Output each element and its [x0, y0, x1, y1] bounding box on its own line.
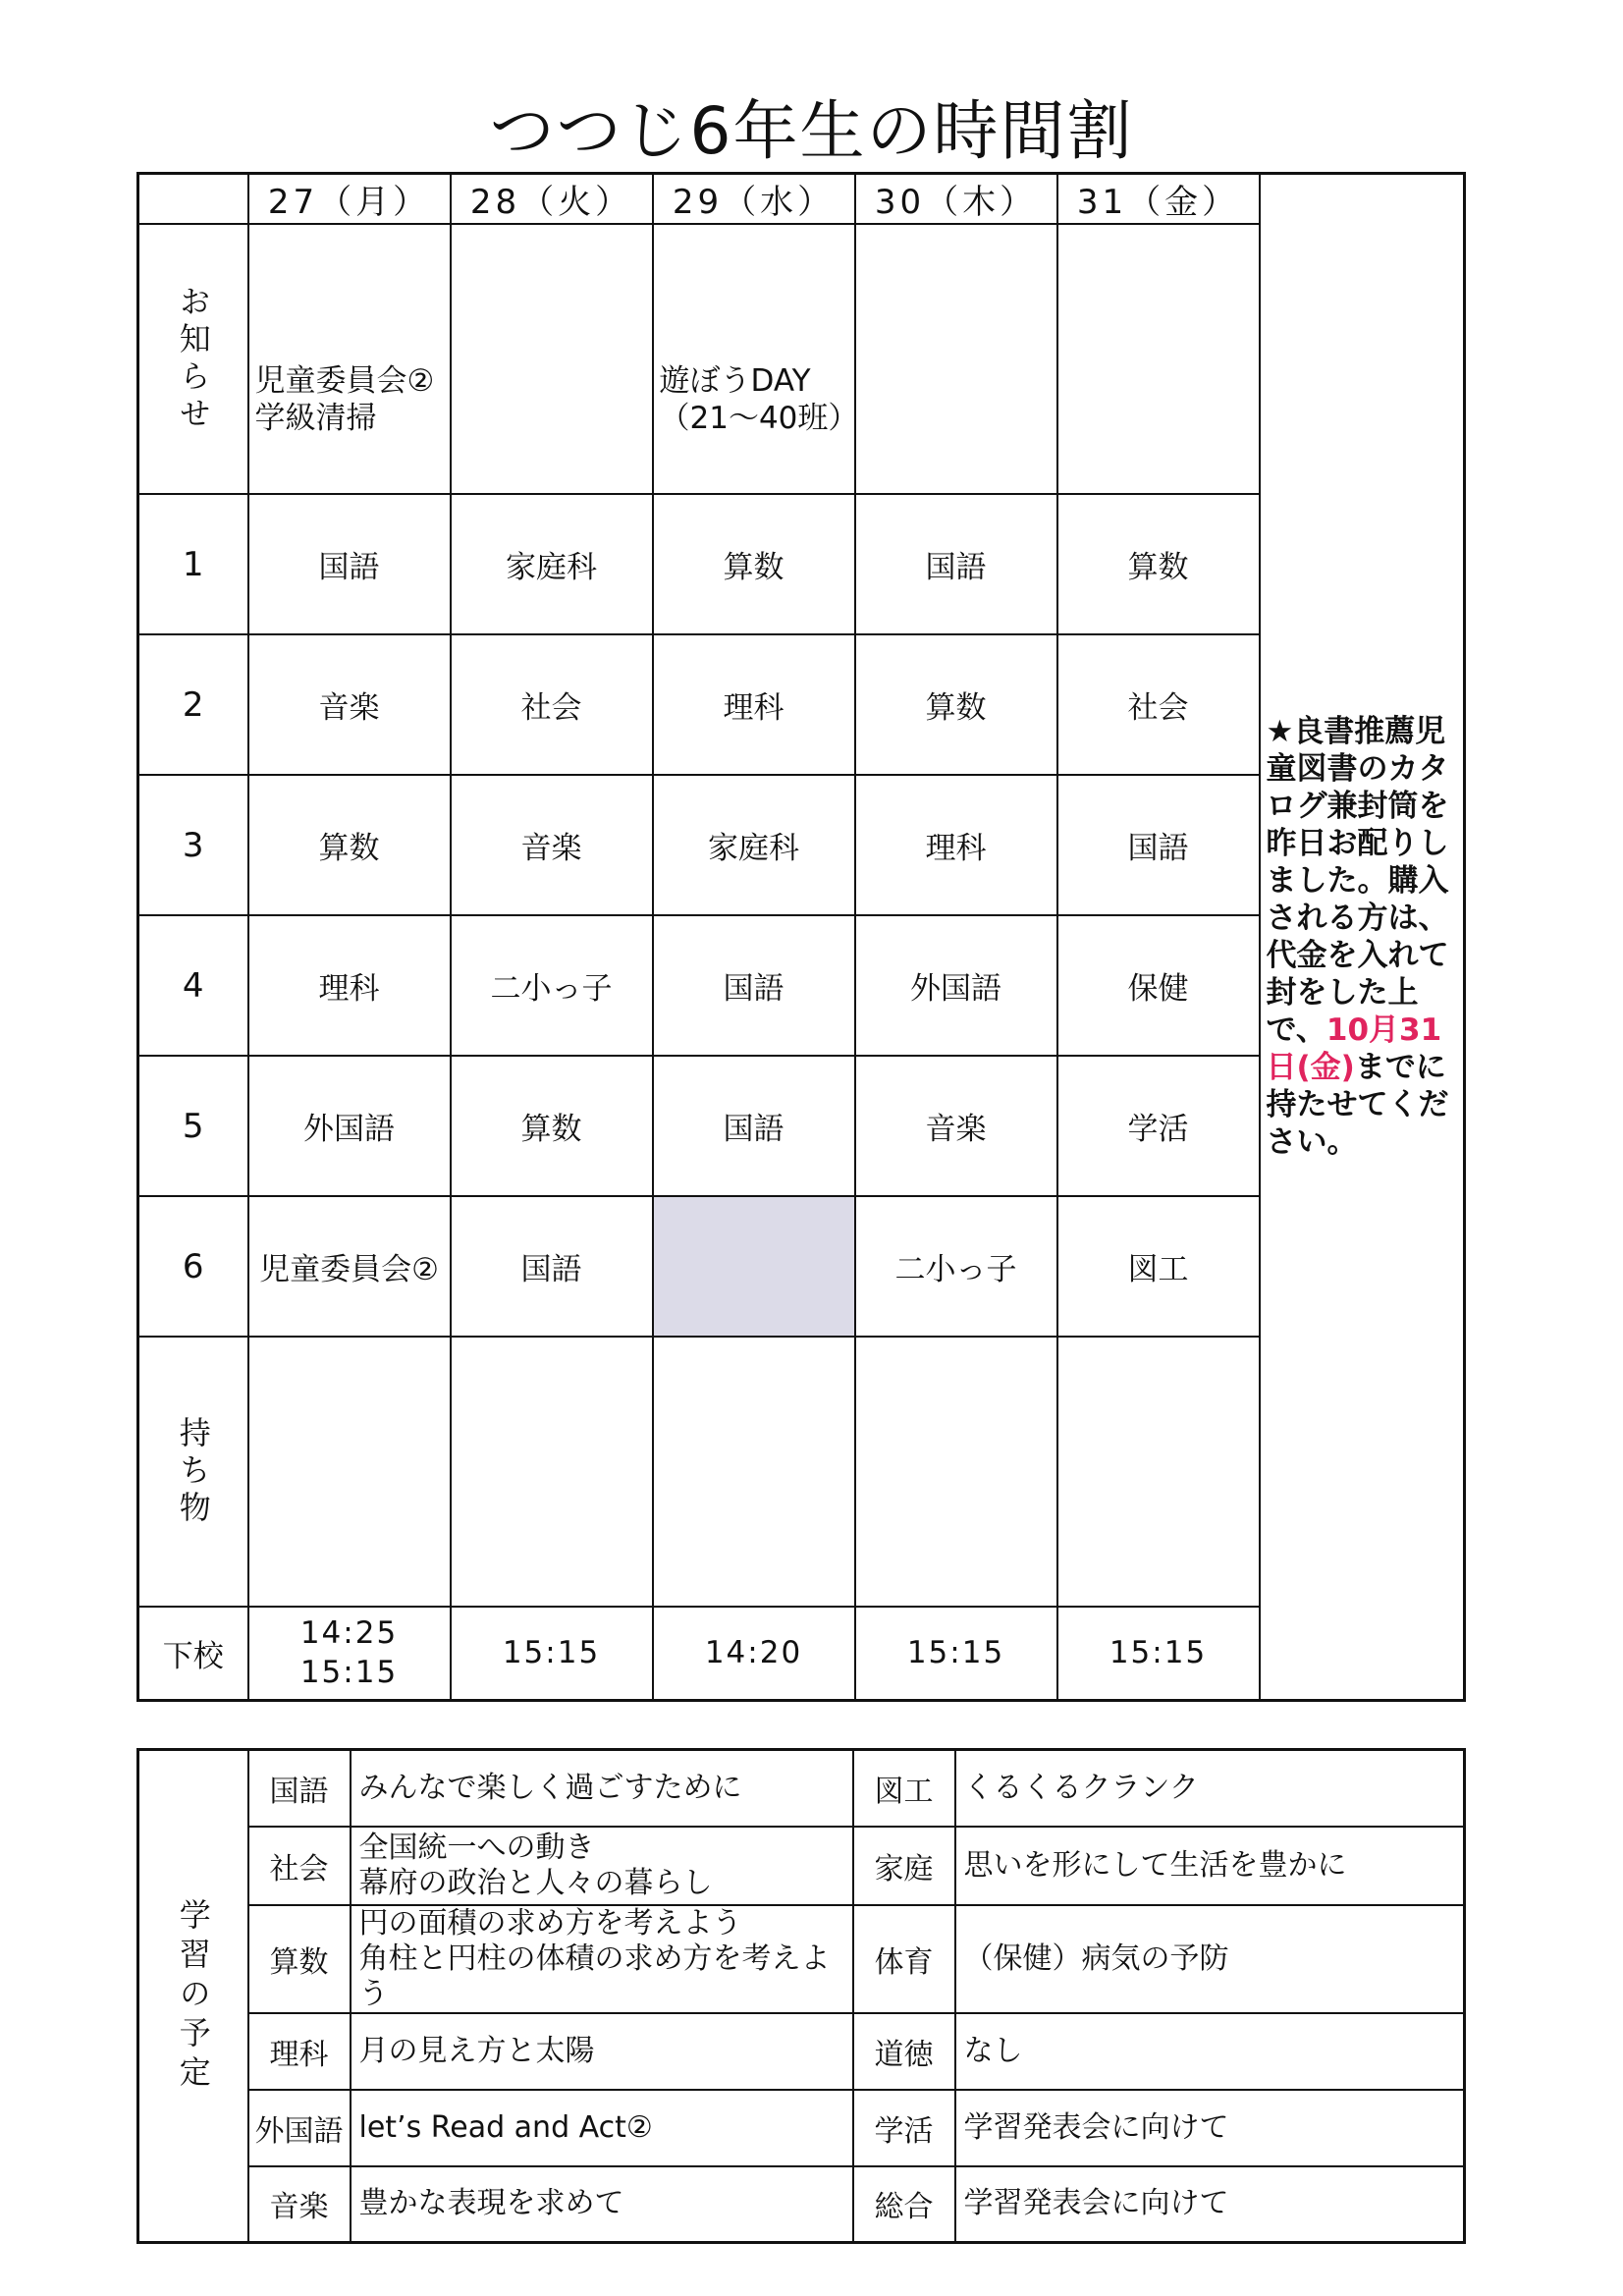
- subject-cell: 国語: [855, 494, 1057, 634]
- plan-label: 学習の予定: [174, 1897, 212, 2095]
- plan-description: 円の面積の求め方を考えよう 角柱と円柱の体積の求め方を考えよう: [351, 1905, 853, 2013]
- subject-cell: 図工: [1057, 1196, 1260, 1337]
- plan-description: くるくるクランク: [955, 1750, 1465, 1827]
- subject-cell: 二小っ子: [855, 1196, 1057, 1337]
- day-header: 28（火）: [451, 174, 653, 225]
- subject-cell: 音楽: [855, 1056, 1057, 1196]
- period-number: 6: [138, 1196, 248, 1337]
- plan-subject: 総合: [853, 2166, 955, 2243]
- timetable: [136, 172, 1466, 1702]
- plan-description: 学習発表会に向けて: [955, 2166, 1465, 2243]
- subject-cell: 児童委員会②: [248, 1196, 451, 1337]
- lesson-plan: [136, 1748, 1466, 2244]
- plan-subject: 道徳: [853, 2013, 955, 2090]
- belongings-cell: [451, 1337, 653, 1607]
- subject-cell: 国語: [653, 915, 855, 1056]
- corner-cell: [138, 174, 248, 225]
- subject-cell: 理科: [248, 915, 451, 1056]
- notice-label-cell: [138, 224, 248, 494]
- belongings-cell: [248, 1337, 451, 1607]
- notice-cell: [451, 224, 653, 494]
- plan-subject: 外国語: [248, 2090, 351, 2166]
- plan-label-cell: [138, 1750, 248, 2243]
- plan-row: [138, 2090, 1465, 2166]
- dismissal-time: 15:15: [1057, 1607, 1260, 1700]
- subject-cell: 理科: [855, 775, 1057, 915]
- plan-description: let’s Read and Act②: [351, 2090, 853, 2166]
- plan-description: なし: [955, 2013, 1465, 2090]
- page-title: つつじ6年生の時間割: [489, 93, 1134, 169]
- plan-description: 全国統一への動き 幕府の政治と人々の暮らし: [351, 1827, 853, 1905]
- day-header: 29（水）: [653, 174, 855, 225]
- plan-description: 豊かな表現を求めて: [351, 2166, 853, 2243]
- subject-cell: 家庭科: [451, 494, 653, 634]
- period-number: 2: [138, 634, 248, 775]
- dismissal-time: 15:15: [855, 1607, 1057, 1700]
- subject-cell: 二小っ子: [451, 915, 653, 1056]
- side-note-text: ★良書推薦児童図書のカタログ兼封筒を昨日お配りしました。購入される方は、代金を入れて封をした上で、: [1266, 713, 1449, 1048]
- empty-shaded-cell: [653, 1196, 855, 1337]
- plan-subject: 学活: [853, 2090, 955, 2166]
- subject-cell: 国語: [451, 1196, 653, 1337]
- plan-subject: 家庭: [853, 1827, 955, 1905]
- day-header: 30（木）: [855, 174, 1057, 225]
- subject-cell: 算数: [1057, 494, 1260, 634]
- notice-cell: [855, 224, 1057, 494]
- belongings-label-cell: [138, 1337, 248, 1607]
- subject-cell: 算数: [855, 634, 1057, 775]
- belongings-cell: [855, 1337, 1057, 1607]
- side-note-text-end: までに持たせてください。: [1266, 1049, 1449, 1160]
- notice-cell: [1057, 224, 1260, 494]
- plan-subject: 体育: [853, 1905, 955, 2013]
- plan-row: [138, 1750, 1465, 1827]
- subject-cell: 理科: [653, 634, 855, 775]
- plan-subject: 図工: [853, 1750, 955, 1827]
- plan-row: [138, 2166, 1465, 2243]
- plan-subject: 音楽: [248, 2166, 351, 2243]
- dismissal-time: 15:15: [451, 1607, 653, 1700]
- subject-cell: 社会: [451, 634, 653, 775]
- day-header: 31（金）: [1057, 174, 1260, 225]
- plan-row: [138, 1827, 1465, 1905]
- plan-description: みんなで楽しく過ごすために: [351, 1750, 853, 1827]
- plan-row: [138, 1905, 1465, 2013]
- subject-cell: 音楽: [451, 775, 653, 915]
- subject-cell: 外国語: [248, 1056, 451, 1196]
- subject-cell: 音楽: [248, 634, 451, 775]
- notice-cell: 児童委員会② 学級清掃: [248, 224, 451, 494]
- belongings-cell: [1057, 1337, 1260, 1607]
- plan-description: （保健）病気の予防: [955, 1905, 1465, 2013]
- subject-cell: 算数: [248, 775, 451, 915]
- plan-subject: 国語: [248, 1750, 351, 1827]
- subject-cell: 国語: [1057, 775, 1260, 915]
- plan-description: 月の見え方と太陽: [351, 2013, 853, 2090]
- plan-subject: 算数: [248, 1905, 351, 2013]
- day-header: 27（月）: [248, 174, 451, 225]
- subject-cell: 国語: [248, 494, 451, 634]
- belongings-cell: [653, 1337, 855, 1607]
- side-note: [1260, 174, 1465, 1701]
- subject-cell: 国語: [653, 1056, 855, 1196]
- plan-description: 学習発表会に向けて: [955, 2090, 1465, 2166]
- plan-row: [138, 2013, 1465, 2090]
- subject-cell: 学活: [1057, 1056, 1260, 1196]
- subject-cell: 外国語: [855, 915, 1057, 1056]
- notice-cell: 遊ぼうDAY （21〜40班）: [653, 224, 855, 494]
- subject-cell: 社会: [1057, 634, 1260, 775]
- dismissal-time: 14:20: [653, 1607, 855, 1700]
- plan-subject: 社会: [248, 1827, 351, 1905]
- plan-subject: 理科: [248, 2013, 351, 2090]
- belongings-label: 持ち物: [174, 1415, 212, 1528]
- period-number: 4: [138, 915, 248, 1056]
- subject-cell: 算数: [451, 1056, 653, 1196]
- dismissal-label: 下校: [138, 1607, 248, 1700]
- period-number: 1: [138, 494, 248, 634]
- period-number: 5: [138, 1056, 248, 1196]
- subject-cell: 家庭科: [653, 775, 855, 915]
- subject-cell: 算数: [653, 494, 855, 634]
- period-number: 3: [138, 775, 248, 915]
- notice-label: お知らせ: [174, 284, 212, 434]
- day-header-row: [138, 174, 1465, 225]
- dismissal-time: 14:25 15:15: [248, 1607, 451, 1700]
- plan-description: 思いを形にして生活を豊かに: [955, 1827, 1465, 1905]
- subject-cell: 保健: [1057, 915, 1260, 1056]
- side-note-deadline: 10月31日(金): [1266, 1011, 1442, 1085]
